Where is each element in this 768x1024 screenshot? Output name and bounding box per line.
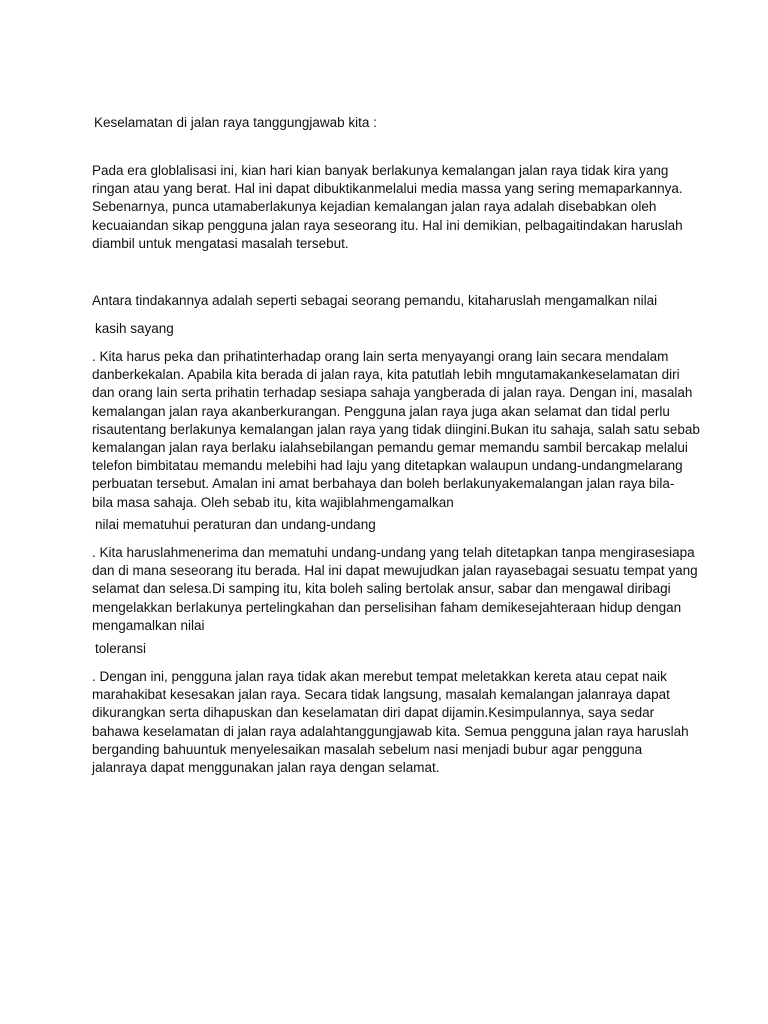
body-line: jalanraya dapat menggunakan jalan raya dengan selamat. [92,760,440,776]
body-line: . Dengan ini, pengguna jalan raya tidak akan merebut tempat meletakkan kereta atau cepat naik [92,669,667,684]
body-line: danberkekalan. Apabila kita berada di jalan raya, kita patutlah lebih mngutamakankeselamatan diri [92,367,680,383]
section-body-toleransi [92,668,689,777]
section-heading-toleransi: toleransi [95,641,147,656]
body-line: risautentang berlakunya kemalangan jalan raya yang tidak diingini.Bukan itu sahaja, salah satu sebab [92,421,700,437]
body-line: mengelakkan berlakunya pertelingkahan dan perselisihan faham demikesejahteraan hidup dengan [92,599,682,615]
body-line: dan di mana seseorang itu berada. Hal ini dapat mewujudkan jalan rayasebagai sesuatu tempat yang [92,563,698,579]
body-line: dan orang lain serta prihatin terhadap sesiapa sahaja yangberada di jalan raya. Dengan ini, masalah [92,385,693,401]
body-line: dikurangkan serta dihapuskan dan keselamatan diri dapat dijamin.Kesimpulannya, saya sedar [92,705,655,721]
section-heading-peraturan: nilai mematuhui peraturan dan undang-undang [95,517,376,532]
body-line: kemalangan jalan raya akanberkurangan. Pengguna jalan raya juga akan selamat dan tidal perlu [92,403,670,419]
intro-line: Sebenarnya, punca utamaberlakunya kejadian kemalangan jalan raya adalah disebabkan oleh [92,199,657,215]
section-body-kasih-sayang [92,348,700,512]
body-line: mengamalkan nilai [92,617,205,633]
body-line: . Kita harus peka dan prihatinterhadap orang lain serta menyayangi orang lain secara mendalam [92,349,669,364]
intro-line: ringan atau yang berat. Hal ini dapat dibuktikanmelalui media massa yang sering memaparkannya. [92,181,683,197]
body-line: berganding bahuuntuk menyelesaikan masalah sebelum nasi menjadi bubur agar pengguna [92,741,643,757]
intro-line: Pada era globlalisasi ini, kian hari kian banyak berlakunya kemalangan jalan raya tidak kira yang [92,163,669,178]
body-line: perbuatan tersebut. Amalan ini amat berbahaya dan boleh berlakunyakemalangan jalan raya bila- [92,476,675,492]
body-line: kemalangan jalan raya berlaku ialahsebilangan pemandu gemar memandu sambil bercakap melalui [92,440,688,456]
intro-paragraph [92,162,682,253]
document-title: Keselamatan di jalan raya tanggungjawab kita : [94,115,377,130]
body-line: . Kita haruslahmenerima dan mematuhi undang-undang yang telah ditetapkan tanpa mengirasesiapa [92,545,695,560]
intro-line: kecuaiandan sikap pengguna jalan raya seseorang itu. Hal ini demikian, pelbagaitindakan haruslah [92,217,683,233]
lead-in-line: Antara tindakannya adalah seperti sebagai seorang pemandu, kitaharuslah mengamalkan nilai [92,293,658,308]
section-heading-kasih-sayang: kasih sayang [95,321,174,336]
section-body-peraturan [92,544,698,635]
intro-line: diambil untuk mengatasi masalah tersebut. [92,235,349,251]
body-line: bahawa keselamatan di jalan raya adalahtanggungjawab kita. Semua pengguna jalan raya haruslah [92,723,689,739]
body-line: marahakibat kesesakan jalan raya. Secara tidak langsung, masalah kemalangan jalanraya dapat [92,687,670,703]
body-line: bila masa sahaja. Oleh sebab itu, kita wajiblahmengamalkan [92,494,454,510]
body-line: telefon bimbitatau memandu melebihi had laju yang ditetapkan walaupun undang-undangmelarang [92,458,683,474]
body-line: selamat dan selesa.Di samping itu, kita boleh saling bertolak ansur, sabar dan mengawal diribagi [92,581,671,597]
lead-in-paragraph [92,292,682,310]
